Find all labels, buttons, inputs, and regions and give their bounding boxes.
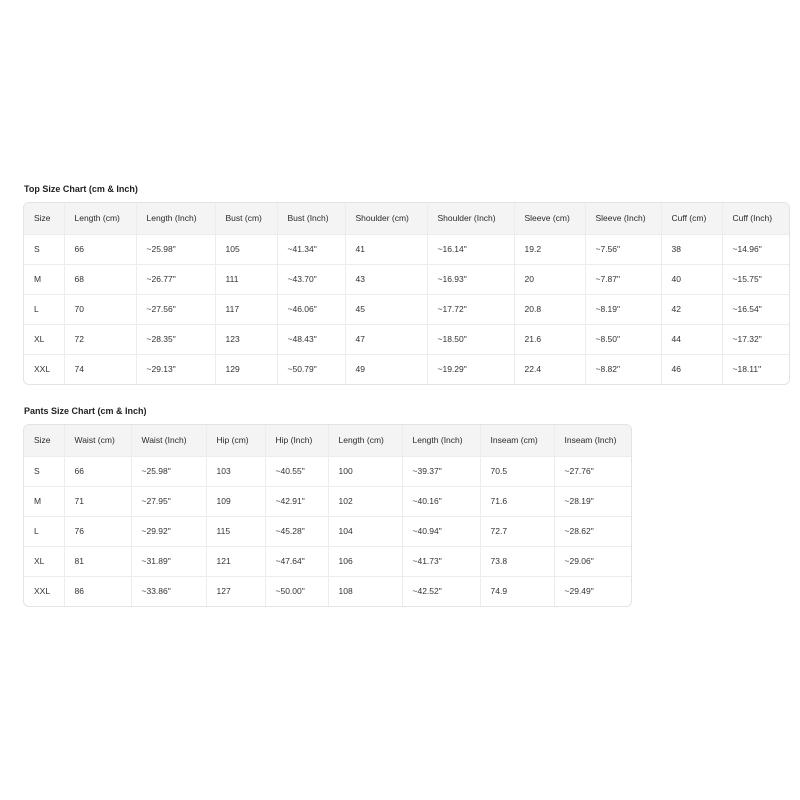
table-cell: ~8.82" <box>585 354 661 384</box>
table-cell: 40 <box>661 264 722 294</box>
table-cell: 123 <box>215 324 277 354</box>
table-row <box>24 546 631 576</box>
table-row <box>24 486 631 516</box>
table-cell: 76 <box>64 516 131 546</box>
column-header: Shoulder (Inch) <box>427 203 514 234</box>
top-size-chart <box>23 202 790 385</box>
column-header: Waist (Inch) <box>131 425 206 456</box>
table-cell: 20.8 <box>514 294 585 324</box>
table-cell: 70.5 <box>480 456 554 486</box>
table-cell: 72.7 <box>480 516 554 546</box>
table-row <box>24 324 789 354</box>
size-cell: S <box>24 234 64 264</box>
table-cell: 74 <box>64 354 136 384</box>
table-cell: ~17.72" <box>427 294 514 324</box>
table-cell: ~47.64" <box>265 546 328 576</box>
table-cell: 19.2 <box>514 234 585 264</box>
table-cell: 38 <box>661 234 722 264</box>
column-header: Length (Inch) <box>136 203 215 234</box>
table-cell: ~7.87" <box>585 264 661 294</box>
table-cell: 66 <box>64 234 136 264</box>
table-cell: 86 <box>64 576 131 606</box>
table-cell: 106 <box>328 546 402 576</box>
table-row <box>24 294 789 324</box>
top-size-table <box>24 203 789 384</box>
pants-size-chart-title: Pants Size Chart (cm & Inch) <box>24 406 147 416</box>
table-row <box>24 234 789 264</box>
table-cell: ~29.92" <box>131 516 206 546</box>
table-row <box>24 456 631 486</box>
table-header-row <box>24 203 789 234</box>
table-cell: 115 <box>206 516 265 546</box>
table-cell: 102 <box>328 486 402 516</box>
table-cell: 127 <box>206 576 265 606</box>
column-header: Length (cm) <box>328 425 402 456</box>
table-cell: ~40.55" <box>265 456 328 486</box>
table-cell: ~48.43" <box>277 324 345 354</box>
table-cell: 68 <box>64 264 136 294</box>
column-header: Bust (cm) <box>215 203 277 234</box>
table-cell: ~29.49" <box>564 586 594 597</box>
table-cell: 49 <box>345 354 427 384</box>
table-cell: ~8.50" <box>585 324 661 354</box>
table-cell: 121 <box>206 546 265 576</box>
table-cell: 73.8 <box>480 546 554 576</box>
table-cell: 43 <box>345 264 427 294</box>
size-cell: M <box>24 486 64 516</box>
column-header: Hip (cm) <box>206 425 265 456</box>
table-cell: ~26.77" <box>136 264 215 294</box>
table-cell: ~18.50" <box>427 324 514 354</box>
table-cell: 74.9 <box>480 576 554 606</box>
table-cell: ~29.06" <box>554 546 631 576</box>
column-header: Cuff (Inch) <box>722 203 789 234</box>
table-cell: ~28.19" <box>554 486 631 516</box>
pants-size-chart <box>23 424 632 607</box>
table-cell: ~29.13" <box>136 354 215 384</box>
size-cell: XL <box>24 324 64 354</box>
table-cell: 109 <box>206 486 265 516</box>
pants-table-body <box>24 456 631 606</box>
table-cell: ~40.94" <box>402 516 480 546</box>
table-cell: 46 <box>661 354 722 384</box>
table-cell: 47 <box>345 324 427 354</box>
column-header: Bust (Inch) <box>277 203 345 234</box>
table-cell: 70 <box>64 294 136 324</box>
table-cell: ~28.62" <box>554 516 631 546</box>
column-header: Length (Inch) <box>402 425 480 456</box>
table-cell: 44 <box>661 324 722 354</box>
table-row <box>24 516 631 546</box>
table-cell: 108 <box>328 576 402 606</box>
table-cell: 72 <box>64 324 136 354</box>
table-cell: ~14.96" <box>722 234 789 264</box>
table-cell: ~27.76" <box>554 456 631 486</box>
table-cell: 103 <box>206 456 265 486</box>
table-cell: ~42.52" <box>402 576 480 606</box>
table-cell: ~25.98" <box>136 234 215 264</box>
table-cell: ~19.29" <box>427 354 514 384</box>
table-cell: ~39.37" <box>402 456 480 486</box>
table-cell: ~15.75" <box>722 264 789 294</box>
table-cell: 104 <box>328 516 402 546</box>
table-cell: 66 <box>64 456 131 486</box>
table-cell: 20 <box>514 264 585 294</box>
table-cell: 71.6 <box>480 486 554 516</box>
table-cell: 41 <box>345 234 427 264</box>
table-cell: ~16.54" <box>722 294 789 324</box>
table-cell: ~16.14" <box>427 234 514 264</box>
size-cell: XXL <box>24 354 64 384</box>
top-size-chart-title: Top Size Chart (cm & Inch) <box>24 184 138 194</box>
table-cell: ~8.19" <box>585 294 661 324</box>
table-cell: ~50.79" <box>277 354 345 384</box>
column-header: Hip (Inch) <box>265 425 328 456</box>
size-cell: XXL <box>24 576 64 606</box>
table-row <box>24 354 789 384</box>
table-cell: ~27.56" <box>136 294 215 324</box>
table-cell: ~43.70" <box>277 264 345 294</box>
table-cell: ~25.98" <box>131 456 206 486</box>
table-cell: ~17.32" <box>722 324 789 354</box>
table-cell: 71 <box>64 486 131 516</box>
table-cell: 129 <box>215 354 277 384</box>
table-cell: ~31.89" <box>131 546 206 576</box>
table-cell: ~40.16" <box>402 486 480 516</box>
table-cell: ~18.11" <box>732 364 762 375</box>
size-cell: S <box>24 456 64 486</box>
size-cell: M <box>24 264 64 294</box>
column-header: Length (cm) <box>64 203 136 234</box>
table-cell: 100 <box>328 456 402 486</box>
top-table-body <box>24 234 789 384</box>
column-header: Inseam (cm) <box>480 425 554 456</box>
pants-size-table <box>24 425 631 606</box>
table-cell: ~42.91" <box>265 486 328 516</box>
table-cell: ~45.28" <box>265 516 328 546</box>
column-header: Size <box>24 425 64 456</box>
table-header-row <box>24 425 631 456</box>
column-header: Cuff (cm) <box>661 203 722 234</box>
table-cell: 42 <box>661 294 722 324</box>
table-cell: 81 <box>64 546 131 576</box>
column-header: Size <box>24 203 64 234</box>
table-cell: 111 <box>215 264 277 294</box>
column-header: Sleeve (cm) <box>514 203 585 234</box>
table-row <box>24 576 631 606</box>
table-cell: ~46.06" <box>277 294 345 324</box>
table-cell: 117 <box>215 294 277 324</box>
table-cell: ~41.34" <box>277 234 345 264</box>
table-cell: ~27.95" <box>131 486 206 516</box>
table-cell: ~33.86" <box>131 576 206 606</box>
size-cell: L <box>24 516 64 546</box>
table-row <box>24 264 789 294</box>
size-cell: XL <box>24 546 64 576</box>
table-cell: ~50.00" <box>265 576 328 606</box>
table-cell: 21.6 <box>514 324 585 354</box>
table-cell: 45 <box>345 294 427 324</box>
table-cell: 22.4 <box>514 354 585 384</box>
table-cell: ~7.56" <box>585 234 661 264</box>
table-cell: 105 <box>215 234 277 264</box>
table-cell: ~41.73" <box>402 546 480 576</box>
table-cell: ~16.93" <box>427 264 514 294</box>
column-header: Shoulder (cm) <box>345 203 427 234</box>
column-header: Sleeve (Inch) <box>585 203 661 234</box>
column-header: Inseam (Inch) <box>554 425 631 456</box>
table-cell: ~28.35" <box>136 324 215 354</box>
size-cell: L <box>24 294 64 324</box>
column-header: Waist (cm) <box>64 425 131 456</box>
